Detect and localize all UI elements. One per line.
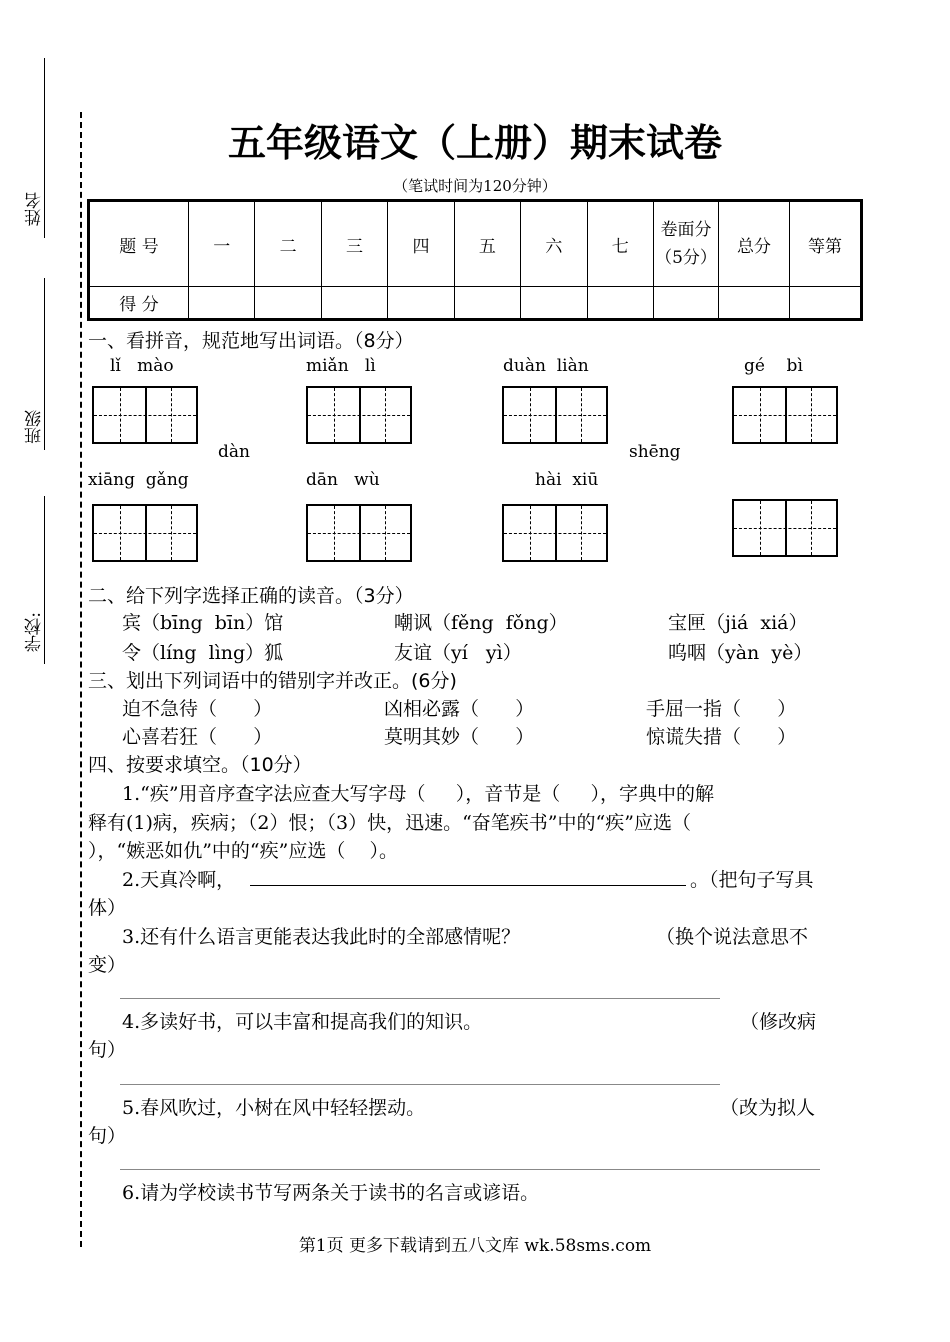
score-cell[interactable] (454, 287, 520, 320)
page-title: 五年级语文（上册）期末试卷 (227, 121, 722, 165)
answer-line[interactable] (120, 1169, 820, 1170)
score-cell[interactable] (719, 287, 790, 320)
page-footer: 第1页 更多下载请到五八文库 wk.58sms.com (298, 1236, 652, 1256)
writing-grid[interactable] (92, 386, 198, 444)
score-table (87, 199, 863, 321)
pinyin-label: xiāng gǎng (88, 470, 189, 490)
score-cell[interactable] (255, 287, 321, 320)
writing-grid[interactable] (306, 386, 412, 444)
correction-item: 惊谎失措（ ） (646, 726, 797, 748)
question-4-hint: （修改病 (740, 1011, 817, 1033)
score-row-label: 得 分 (89, 287, 189, 320)
question-1-line: 释有(1)病，疾病；（2）恨；（3）快，迅速。“奋笔疾书”中的“疾”应选（ (88, 812, 691, 834)
answer-line[interactable] (120, 1084, 720, 1085)
reading-item: 宾（bīng bīn）馆 (122, 612, 284, 634)
question-2-line: 体） (88, 897, 127, 919)
reading-item: 嘲讽（fěng fǒng） (394, 612, 568, 634)
score-cell[interactable] (521, 287, 587, 320)
score-cell[interactable] (587, 287, 653, 320)
pinyin-label: gé bì (744, 356, 803, 376)
question-4-line: 句） (88, 1039, 127, 1061)
writing-grid[interactable] (502, 386, 608, 444)
answer-line[interactable] (250, 885, 686, 886)
question-2-line: 2.天真冷啊， (122, 869, 236, 891)
score-header-cell: 等第 (790, 201, 862, 287)
score-cell[interactable] (321, 287, 387, 320)
question-1-line: 1.“疾”用音序查字法应查大写字母（ ），音节是（ ），字典中的解 (122, 783, 714, 805)
answer-line[interactable] (120, 998, 720, 999)
section-1-heading: 一、看拼音，规范地写出词语。（8分） (88, 330, 414, 352)
pinyin-label: duàn liàn (503, 356, 589, 376)
correction-item: 迫不急待（ ） (122, 698, 273, 720)
section-3-heading: 三、划出下列词语中的错别字并改正。(6分) (88, 670, 457, 692)
writing-grid[interactable] (92, 504, 198, 562)
question-2-hint: 。（把句子写具 (690, 869, 814, 891)
correction-item: 凶相必露（ ） (384, 698, 535, 720)
class-label: 班级 (25, 410, 45, 444)
school-label: 学校: (25, 612, 45, 652)
question-3-line: 变） (88, 954, 127, 976)
score-header-cell: 七 (587, 201, 653, 287)
score-header-cell: 总分 (719, 201, 790, 287)
score-header-cell: 三 (321, 201, 387, 287)
correction-item: 手屈一指（ ） (646, 698, 797, 720)
score-header-cell: 题 号 (89, 201, 189, 287)
section-2-heading: 二、给下列字选择正确的读音。（3分） (88, 585, 414, 607)
pinyin-label: dān wù (306, 470, 380, 490)
score-cell[interactable] (790, 287, 862, 320)
writing-grid[interactable] (306, 504, 412, 562)
question-5-line: 5.春风吹过，小树在风中轻轻摆动。 (122, 1097, 426, 1119)
question-6-line: 6.请为学校读书节写两条关于读书的名言或谚语。 (122, 1182, 540, 1204)
question-5-hint: （改为拟人 (720, 1097, 816, 1119)
correction-item: 莫明其妙（ ） (384, 726, 535, 748)
pinyin-label: miǎn lì (306, 356, 376, 376)
binding-line (80, 112, 82, 1247)
question-3-hint: （换个说法意思不 (656, 926, 809, 948)
score-header-cell: 五 (454, 201, 520, 287)
score-header-cell: 二 (255, 201, 321, 287)
question-3-line: 3.还有什么语言更能表达我此时的全部感情呢？ (122, 926, 521, 948)
question-5-line: 句） (88, 1125, 127, 1147)
reading-item: 宝匣（jiá xiá） (668, 612, 808, 634)
score-cell[interactable] (388, 287, 454, 320)
correction-item: 心喜若狂（ ） (122, 726, 273, 748)
subtitle: （笔试时间为120分钟） (393, 177, 557, 195)
pinyin-label: hài xiū (535, 470, 599, 490)
question-4-line: 4.多读好书，可以丰富和提高我们的知识。 (122, 1011, 483, 1033)
section-4-heading: 四、按要求填空。（10分） (88, 754, 312, 776)
score-header-cell: 卷面分（5分） (654, 201, 719, 287)
score-header-cell: 六 (521, 201, 587, 287)
pinyin-label: dàn (218, 442, 250, 462)
question-1-line: ），“嫉恶如仇”中的“疾”应选（ ）。 (88, 840, 399, 862)
reading-item: 呜咽（yàn yè） (668, 642, 813, 664)
writing-grid[interactable] (732, 499, 838, 557)
score-header-cell: 一 (189, 201, 255, 287)
reading-item: 令（líng lìng）狐 (122, 642, 284, 664)
score-cell[interactable] (189, 287, 255, 320)
reading-item: 友谊（yí yì） (394, 642, 522, 664)
writing-grid[interactable] (732, 386, 838, 444)
writing-grid[interactable] (502, 504, 608, 562)
score-header-cell: 四 (388, 201, 454, 287)
score-cell[interactable] (654, 287, 719, 320)
pinyin-label: lǐ mào (110, 356, 174, 376)
name-label: 姓名 (25, 192, 45, 226)
pinyin-label: shēng (629, 442, 681, 462)
